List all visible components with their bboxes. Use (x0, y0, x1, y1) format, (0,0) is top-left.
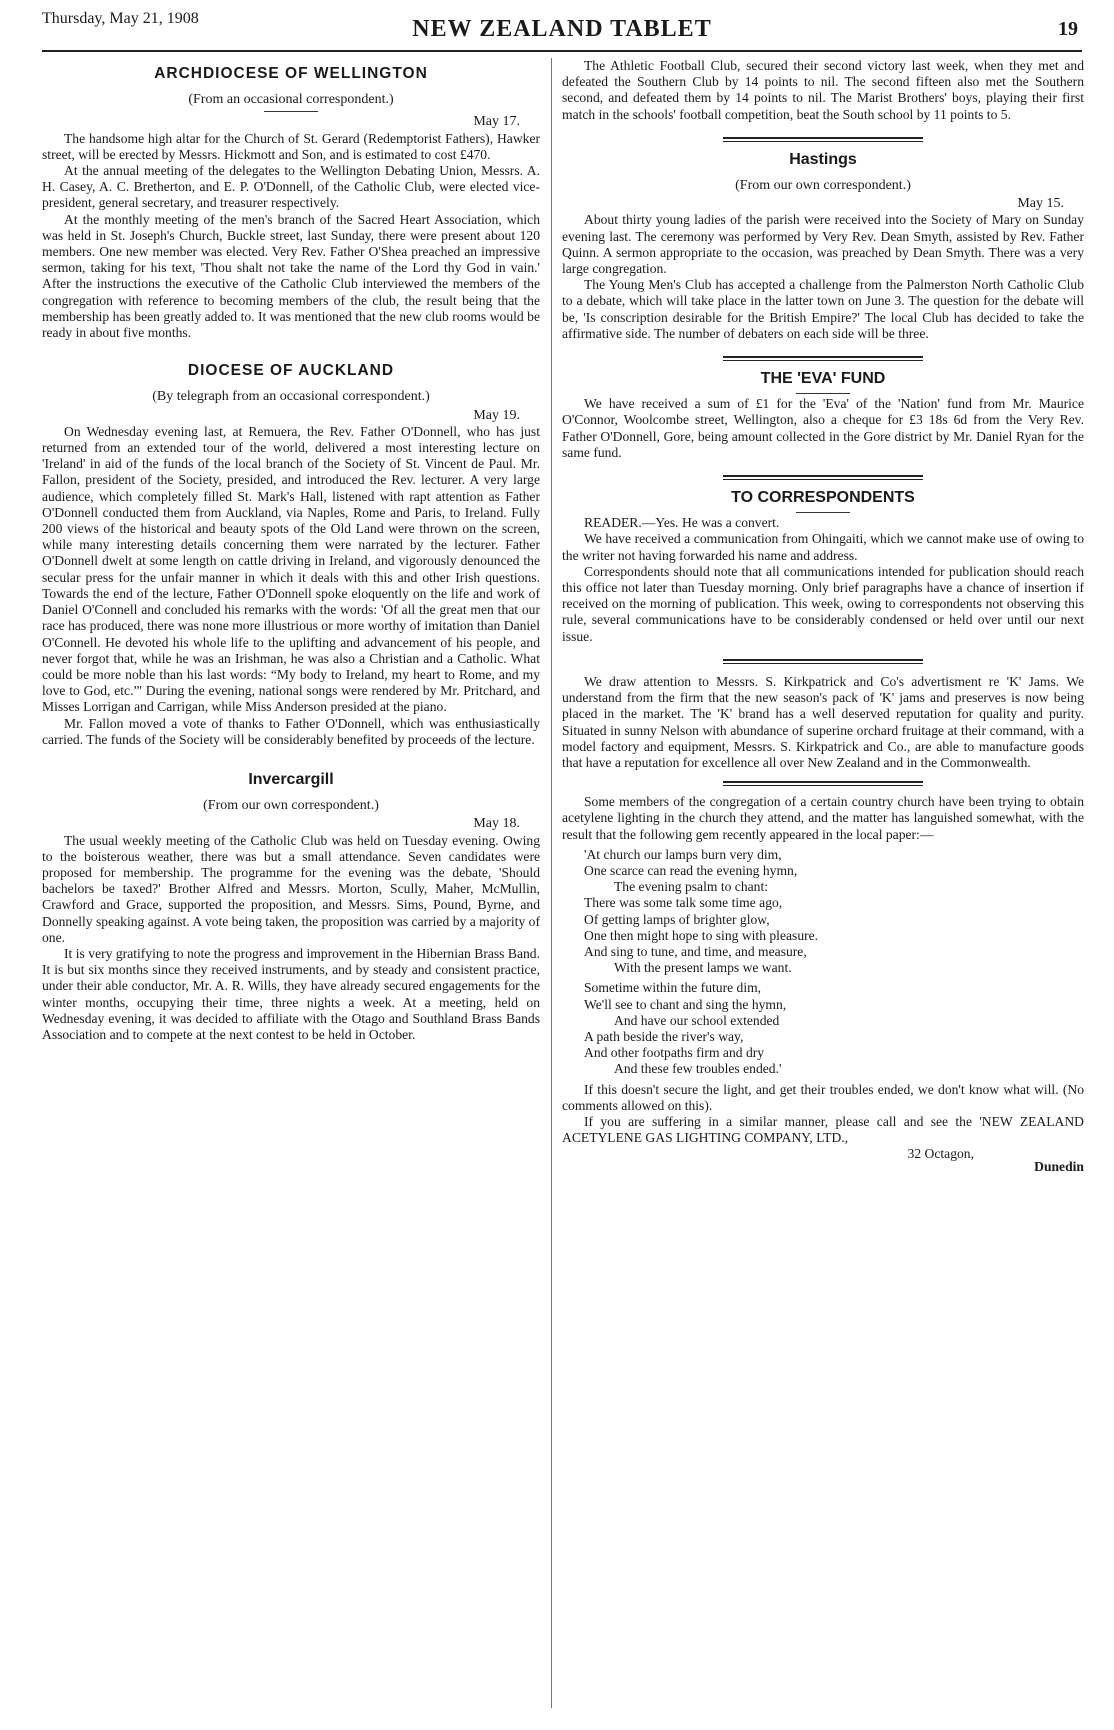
invercargill-section (42, 772, 540, 1043)
masthead (42, 6, 1082, 52)
invercargill-source: (From our own correspondent.) (203, 798, 379, 814)
paragraph: If this doesn't secure the light, and get their troubles ended, we don't know what will. (No comments allowed on this). (562, 1081, 1084, 1113)
paragraph: The handsome high altar for the Church of St. Gerard (Redemptorist Fathers), Hawker street, will be erected by Messrs. Hickmott and Son, and is estimated to cost £470. (42, 130, 540, 162)
paragraph: It is very gratifying to note the progress and improvement in the Hibernian Brass Band. It is but six months since they received instruments, and by steady and consistent practice, under their able conductor, Mr. A. R. Wills, they have already secured engagements for the winter months, occupying their time, three nights a week. At a meeting, held on Wednesday evening, it was decided to affiliate with the Otago and Southland Brass Bands Association and to compete at the next contest to be held in October. (42, 945, 540, 1042)
advert-city: Dunedin (1034, 1158, 1084, 1174)
verse-line: There was some talk some time ago, (584, 895, 783, 911)
invercargill-date: May 18. (473, 816, 520, 832)
auckland-source: (By telegraph from an occasional correspondent.) (152, 389, 430, 405)
wellington-date: May 17. (473, 114, 520, 130)
hastings-heading: Hastings (789, 150, 857, 168)
column-divider (551, 58, 552, 1708)
section-rule (723, 475, 923, 480)
paragraph: If you are suffering in a similar manner, please call and see the 'NEW ZEALAND ACETYLENE GAS LIGHTING COMPANY, LTD., (562, 1113, 1084, 1146)
verse-line: One scarce can read the evening hymn, (584, 862, 798, 878)
auckland-section (42, 363, 540, 748)
correspondents-heading: TO CORRESPONDENTS (731, 489, 915, 507)
wellington-heading: ARCHDIOCESE OF WELLINGTON (154, 65, 428, 82)
hastings-section (562, 152, 1084, 342)
page-number: 19 (1058, 18, 1078, 40)
divider (796, 512, 850, 513)
correspondents-section (562, 490, 1084, 645)
verse-line: Of getting lamps of brighter glow, (584, 911, 770, 927)
kirkpatrick-paragraph: We draw attention to Messrs. S. Kirkpatrick and Co's advertisment re 'K' Jams. We understand from the firm that the new season's pack of 'K' jams and preserves is now being placed in the market. The 'K' brand has a well deserved reputation for quality and purity. Situated in sunny Nelson with abundance of superine orchard fruitage at their command, with a model factory and equipment, Messrs. S. Kirkpatrick and Co., are able to manufacture goods that have a reputation for excellence all over New Zealand and in the Commonwealth. (562, 673, 1084, 770)
verse-line: With the present lamps we want. (614, 960, 792, 976)
divider (264, 111, 318, 112)
verse-line: And sing to tune, and time, and measure, (584, 943, 807, 959)
paragraph: Mr. Fallon moved a vote of thanks to Father O'Donnell, which was enthusiastically carried. The funds of the Society will be considerably benefited by proceeds of the lecture. (42, 715, 540, 747)
eva-fund-section (562, 371, 1084, 461)
hastings-date: May 15. (1017, 196, 1064, 212)
section-rule (723, 781, 923, 786)
verse-line: 'At church our lamps burn very dim, (584, 846, 782, 862)
verse-line: And have our school extended (614, 1012, 780, 1028)
newspaper-title: NEW ZEALAND TABLET (412, 16, 712, 42)
section-rule (723, 137, 923, 142)
paragraph: The usual weekly meeting of the Catholic Club was held on Tuesday evening. Owing to the boisterous weather, there was but a small attendance. Seven candidates were proposed for membership. The programme for the evening was the debate, 'Should bachelors be taxed?' Brother Alfred and Messrs. Morton, Scully, Maher, McMullin, Crawford and Grace, supported the proposition, and Messrs. Sims, Pound, Byrne, and Donnelly speaking against. A vote being taken, the proposition was carried by a majority of one. (42, 832, 540, 945)
divider (796, 393, 850, 394)
issue-date: Thursday, May 21, 1908 (42, 10, 199, 27)
auckland-date: May 19. (473, 407, 520, 423)
left-column (42, 58, 540, 1043)
paragraph: READER.—Yes. He was a convert. (584, 515, 780, 531)
verse-line: The evening psalm to chant: (614, 879, 769, 895)
paragraph: At the monthly meeting of the men's branch of the Sacred Heart Association, which was held in St. Joseph's Church, Buckle street, last Sunday, there were present about 120 members. One new member was elected. Very Rev. Father O'Shea preached an impressive sermon, taking for his text, 'Thou shalt not take the name of the Lord thy God in vain.' After the instructions the executive of the Catholic Club interviewed the members of the congregation with reference to becoming members of the club, the result being that the membership has been greatly added to. It was mentioned that the new club rooms would be ready in about five months. (42, 211, 540, 341)
paragraph: The Young Men's Club has accepted a challenge from the Palmerston North Catholic Club to a debate, which will take place in the latter town on June 3. The question for the debate will be, 'Is conscription desirable for the British Empire?' The local Club has decided to take the affirmative side. The number of debaters on each side will be three. (562, 277, 1084, 341)
paragraph: About thirty young ladies of the parish were received into the Society of Mary on Sunday evening last. The ceremony was performed by Very Rev. Dean Smyth, assisted by Rev. Father Quinn. A sermon appropriate to the occasion, was preached by Dean Smyth. There was a very large congregation. (562, 212, 1084, 277)
verse-line: One then might hope to sing with pleasure. (584, 927, 819, 943)
paragraph: On Wednesday evening last, at Remuera, the Rev. Father O'Donnell, who has just returned from an extended tour of the world, delivered a most interesting lecture on 'Ireland' in aid of the funds of the local branch of the Society of St. Vincent de Paul. Mr. Fallon, president of the Society, presided, and introduced the Rev. lecturer. A very large audience, which completely filled St. Mark's Hall, listened with rapt attention as Father O'Donnell conducted them from Auckland, via Naples, Rome and Paris, to Ireland. Fully 200 views of the historical and beauty spots of the Old Land were thrown on the screen, while many interesting details concerning them were narrated by the lecturer. Father O'Donnell dwelt at some length on cattle driving in Ireland, and vigorously denounced the secular press for the unfair manner in which it deals with this and other Irish questions. Towards the end of the lecture, Father O'Donnell spoke eloquently on the life and work of Daniel O'Connell and concluded his remarks with the words: 'Of all the great men that our race has produced, there was none more illustrious or more worthy of imitation than Daniel O'Connell. He devoted his whole life to the uplifting and advancement of his people, and never forgot that, while he was an Irishman, he was also a Christian and a Catholic. What could be more noble than his last words: “My body to Ireland, my heart to Rome, and my love to God, etc.”' During the evening, national songs were rendered by Mr. Pritchard, and Misses Lorrigan and Carrigan, while Miss Anderson presided at the piano. (42, 423, 540, 715)
auckland-heading: DIOCESE OF AUCKLAND (187, 362, 395, 380)
verse-line: We'll see to chant and sing the hymn, (584, 996, 787, 1012)
acetylene-section (562, 794, 1084, 1175)
eva-fund-heading: THE 'EVA' FUND (760, 370, 886, 388)
athletic-paragraph: The Athletic Football Club, secured their second victory last week, when they met and defeated the Southern Club by 14 points to nil. The second fifteen also met the Southern second, and defeated them by 14 points to nil. The Marist Brothers' boys, playing their first match in the schools' football competition, beat the South school by 11 points to 5. (562, 58, 1084, 122)
paragraph: Some members of the congregation of a certain country church have been trying to obtain acetylene lighting in the church they attend, and the matter has languished somewhat, with the result that the following gem recently appeared in the local paper:— (562, 794, 1084, 842)
wellington-section (42, 66, 540, 341)
verse-line: Sometime within the future dim, (584, 980, 762, 996)
verse-line: And these few troubles ended.' (614, 1061, 782, 1077)
hastings-source: (From our own correspondent.) (735, 178, 911, 194)
invercargill-heading: Invercargill (248, 770, 334, 788)
verse-line: A path beside the river's way, (584, 1028, 744, 1044)
poem-verse (584, 847, 1084, 977)
paragraph: We have received a communication from Ohingaiti, which we cannot make use of owing to the writer not having forwarded his name and address. (562, 531, 1084, 563)
paragraph: Correspondents should note that all communications intended for publication should reach this office not later than Tuesday morning. Only brief paragraphs have a chance of insertion if received on the morning of publication. This week, owing to correspondents not observing this rule, several communications have to be considerably condensed or held over until our next issue. (562, 563, 1084, 644)
wellington-source: (From an occasional correspondent.) (188, 92, 394, 108)
paragraph: We have received a sum of £1 for the 'Eva' of the 'Nation' fund from Mr. Maurice O'Connor, Woolcombe street, Wellington, also a cheque for £3 18s 6d from the Very Rev. Father O'Donnell, Gore, being amount collected in the Gore district by Mr. Daniel Ryan for the same fund. (562, 396, 1084, 460)
right-column (562, 58, 1084, 1175)
advert-address: 32 Octagon, (907, 1146, 974, 1162)
paragraph: At the annual meeting of the delegates to the Wellington Debating Union, Messrs. A. H. Casey, A. C. Bretherton, and E. P. O'Donnell, of the Catholic Club, were elected vice-president, general secretary, and treasurer respectively. (42, 163, 540, 211)
section-rule (723, 356, 923, 361)
verse-line: And other footpaths firm and dry (584, 1045, 765, 1061)
poem-verse (584, 980, 1084, 1077)
section-rule (723, 659, 923, 664)
